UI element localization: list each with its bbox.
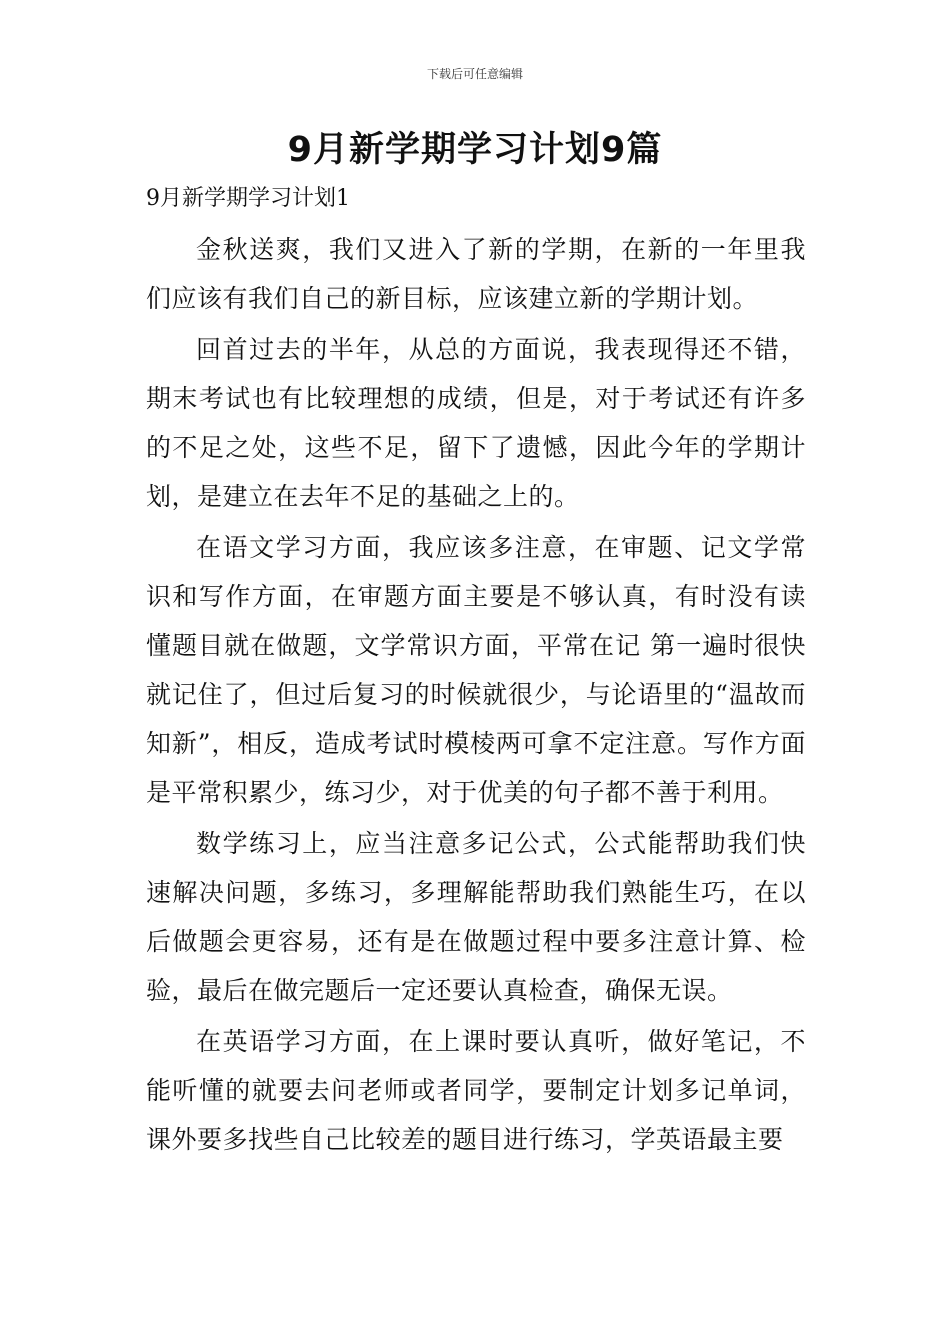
header-note: 下载后可任意编辑 xyxy=(426,67,523,81)
paragraph: 数学练习上，应当注意多记公式，公式能帮助我们快速解决问题，多练习，多理解能帮助我们熟能生巧，在以后做题会更容易，还有是在做题过程中要多注意计算、检验，最后在做完题后一定还要认真检查，确保无误。 xyxy=(146,829,806,1005)
paragraph: 在语文学习方面，我应该多注意，在审题、记文学常识和写作方面，在审题方面主要是不够认真，有时没有读懂题目就在做题，文学常识方面，平常在记 第一遍时很快就记住了，但过后复习的时候就很少，与论语里的“温故而知新”，相反，造成考试时模棱两可拿不定注意。写作方面是平常积累少，练习少，对于优美的句子都不善于利用。 xyxy=(146,533,806,807)
paragraph: 在英语学习方面，在上课时要认真听，做好笔记，不能听懂的就要去问老师或者同学，要制定计划多记单词，课外要多找些自己比较差的题目进行练习，学英语最主要 xyxy=(146,1027,806,1154)
document-title: 9月新学期学习计划9篇 xyxy=(287,130,663,170)
document-body xyxy=(146,225,806,1166)
section-heading: 9月新学期学习计划1 xyxy=(146,186,350,211)
paragraph: 回首过去的半年，从总的方面说，我表现得还不错，期末考试也有比较理想的成绩，但是，对于考试还有许多的不足之处，这些不足，留下了遗憾，因此今年的学期计划，是建立在去年不足的基础之上的。 xyxy=(146,335,806,511)
paragraph: 金秋送爽，我们又进入了新的学期，在新的一年里我们应该有我们自己的新目标，应该建立新的学期计划。 xyxy=(146,235,806,313)
